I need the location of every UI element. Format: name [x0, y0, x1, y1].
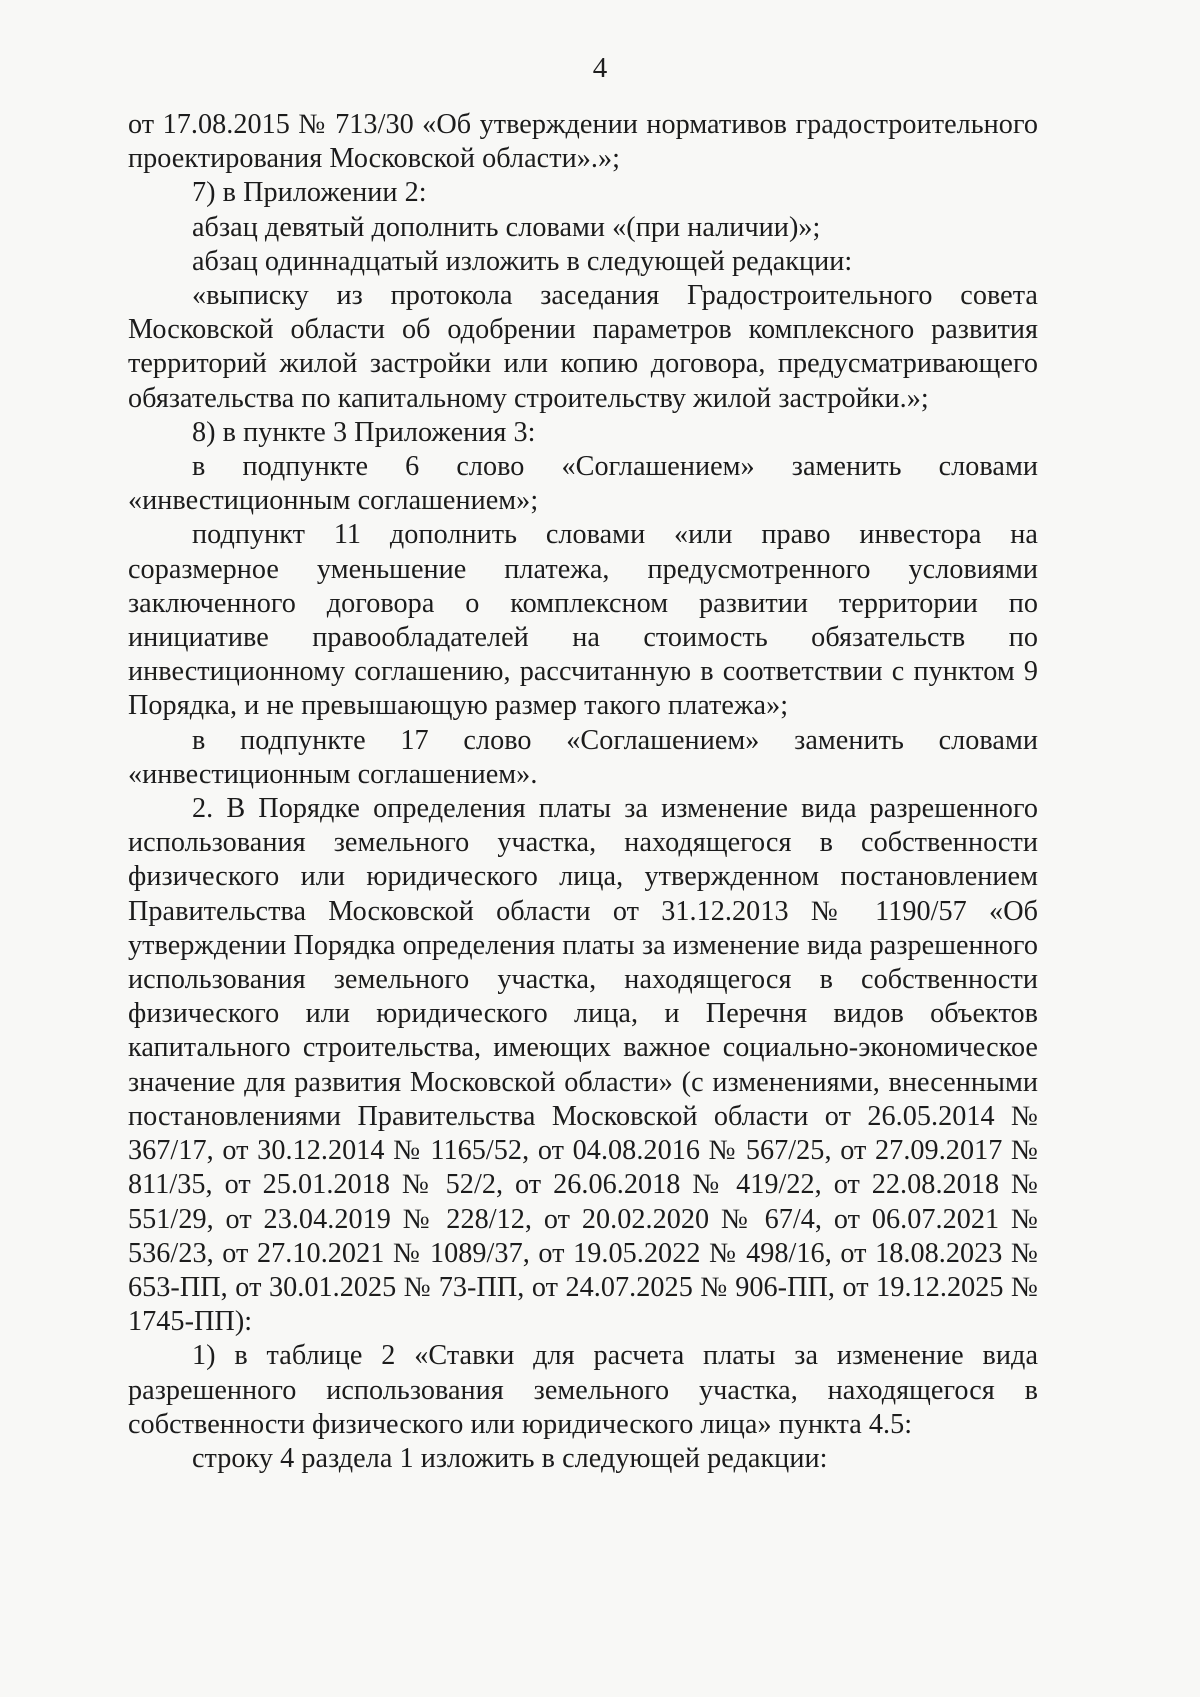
paragraph: 2. В Порядке определения платы за изменение вида разрешенного использования земельного участка, находящегося в собственности физического или юридического лица, утвержденном постановлением Правительства Московской области от 31.12.2013 № 1190/57 «Об утверждении Порядка определения платы за изменение вида разрешенного использования земельного участка, находящегося в собственности физического или юридического лица, и Перечня видов объектов капитального строительства, имеющих важное социально-экономическое значение для развития Московской области» (с изменениями, внесенными постановлениями Правительства Московской области от 26.05.2014 № 367/17, от 30.12.2014 № 1165/52, от 04.08.2016 № 567/25, от 27.09.2017 № 811/35, от 25.01.2018 № 52/2, от 26.06.2018 № 419/22, от 22.08.2018 № 551/29, от 23.04.2019 № 228/12, от 20.02.2020 № 67/4, от 06.07.2021 № 536/23, от 27.10.2021 № 1089/37, от 19.05.2022 № 498/16, от 18.08.2023 № 653-ПП, от 30.01.2025 № 73-ПП, от 24.07.2025 № 906-ПП, от 19.12.2025 № 1745-ПП):	[128, 793, 1038, 1338]
document-text	[128, 108, 1038, 1476]
paragraph: абзац одиннадцатый изложить в следующей редакции:	[192, 245, 853, 277]
page-number: 4	[592, 52, 608, 84]
paragraph: 7) в Приложении 2:	[192, 177, 427, 209]
paragraph: «выписку из протокола заседания Градостроительного совета Московской области об одобрении параметров комплексного развития территорий жилой застройки или копию договора, предусматривающего обязательства по капитальному строительству жилой застройки.»;	[128, 280, 1038, 414]
paragraph: 1) в таблице 2 «Ставки для расчета платы за изменение вида разрешенного использования земельного участка, находящегося в собственности физического или юридического лица» пункта 4.5:	[128, 1340, 1038, 1440]
paragraph: в подпункте 6 слово «Соглашением» заменить словами «инвестиционным соглашением»;	[128, 451, 1038, 517]
paragraph: в подпункте 17 слово «Соглашением» заменить словами «инвестиционным соглашением».	[128, 724, 1038, 790]
paragraph: 8) в пункте 3 Приложения 3:	[192, 416, 536, 448]
paragraph: абзац девятый дополнить словами «(при наличии)»;	[192, 211, 821, 243]
paragraph: строку 4 раздела 1 изложить в следующей редакции:	[192, 1442, 828, 1474]
paragraph: подпункт 11 дополнить словами «или право инвестора на соразмерное уменьшение платежа, предусмотренного условиями заключенного договора о комплексном развитии территории по инициативе правообладателей на стоимость обязательств по инвестиционному соглашению, рассчитанную в соответствии с пунктом 9 Порядка, и не превышающую размер такого платежа»;	[128, 519, 1038, 722]
paragraph: от 17.08.2015 № 713/30 «Об утверждении нормативов градостроительного проектирования Московской области».»;	[128, 109, 1038, 175]
